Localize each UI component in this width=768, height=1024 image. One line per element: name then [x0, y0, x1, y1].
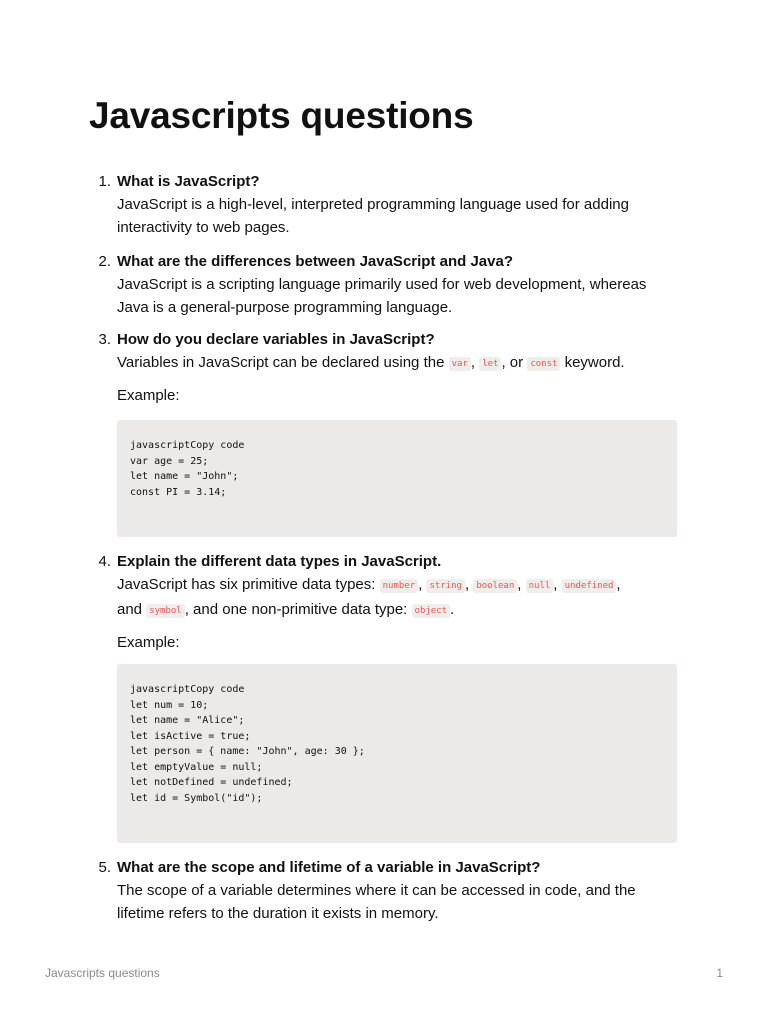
code-line: javascriptCopy code: [130, 684, 245, 695]
answer-text-segment: and: [117, 601, 147, 618]
code-line: var age = 25;: [130, 455, 209, 467]
list-number: 4.: [98, 553, 111, 570]
answer-text: JavaScript is a high-level, interpreted programming language used for adding interactivity to web pages.: [117, 196, 629, 236]
code-block: [117, 664, 677, 843]
list-number: 5.: [98, 859, 111, 876]
inline-code: null: [526, 579, 554, 593]
inline-code: boolean: [473, 579, 517, 593]
example-label: Example:: [117, 634, 180, 651]
answer-text-segment: .: [450, 601, 455, 618]
inline-code: var: [449, 357, 471, 371]
answer-text-segment: keyword.: [560, 354, 625, 371]
answer-text-segment: ,: [418, 576, 427, 593]
answer-text: The scope of a variable determines where it can be accessed in code, and the lifetime refers to the duration it exists in memory.: [117, 882, 636, 922]
inline-code: const: [527, 357, 560, 371]
code-block: [117, 420, 677, 537]
answer-text-segment: ,: [616, 576, 621, 593]
inline-code: string: [426, 579, 465, 593]
page-title: Javascripts questions: [89, 95, 474, 136]
answer-text: [117, 351, 677, 376]
answer-text-segment: ,: [464, 576, 474, 593]
code-line: let isActive = true;: [130, 730, 251, 742]
footer-title: Javascripts questions: [45, 966, 160, 980]
question-title: Explain the different data types in JavaScript.: [117, 553, 442, 570]
answer-text: JavaScript is a scripting language primarily used for web development, whereas Java is a general-purpose programming language.: [117, 276, 647, 316]
question-title: What are the differences between JavaScript and Java?: [117, 253, 513, 270]
code-line: let name = "John";: [130, 471, 239, 482]
question-title: How do you declare variables in JavaScript?: [117, 331, 435, 348]
code-line: let id = Symbol("id");: [130, 792, 263, 804]
question-title: What are the scope and lifetime of a variable in JavaScript?: [117, 859, 541, 876]
list-number: 1.: [98, 173, 111, 190]
list-number: 3.: [98, 331, 111, 348]
inline-code: number: [380, 579, 419, 593]
answer-text-segment: JavaScript has six primitive data types:: [117, 576, 380, 593]
inline-code: undefined: [562, 579, 617, 593]
code-line: let num = 10;: [130, 699, 209, 711]
inline-code: let: [479, 357, 501, 371]
page-number: 1: [716, 966, 723, 980]
question-title: What is JavaScript?: [117, 173, 260, 190]
example-label: Example:: [117, 387, 180, 404]
inline-code: symbol: [146, 604, 185, 618]
answer-text-segment: , or: [501, 354, 528, 371]
code-line: let name = "Alice";: [130, 715, 245, 726]
answer-text-segment: ,: [517, 576, 526, 593]
code-line: const PI = 3.14;: [130, 486, 227, 498]
answer-text-segment: ,: [553, 576, 562, 593]
inline-code: object: [412, 604, 451, 618]
code-line: let emptyValue = null;: [130, 761, 263, 773]
code-line: let person = { name: "John", age: 30 };: [130, 746, 365, 757]
code-line: javascriptCopy code: [130, 440, 245, 451]
answer-text-segment: , and one non-primitive data type:: [184, 601, 412, 618]
code-line: let notDefined = undefined;: [130, 777, 293, 788]
answer-text-segment: Variables in JavaScript can be declared using the: [117, 354, 449, 371]
list-number: 2.: [98, 253, 111, 270]
answer-text: [117, 573, 677, 623]
answer-text-segment: ,: [470, 354, 480, 371]
